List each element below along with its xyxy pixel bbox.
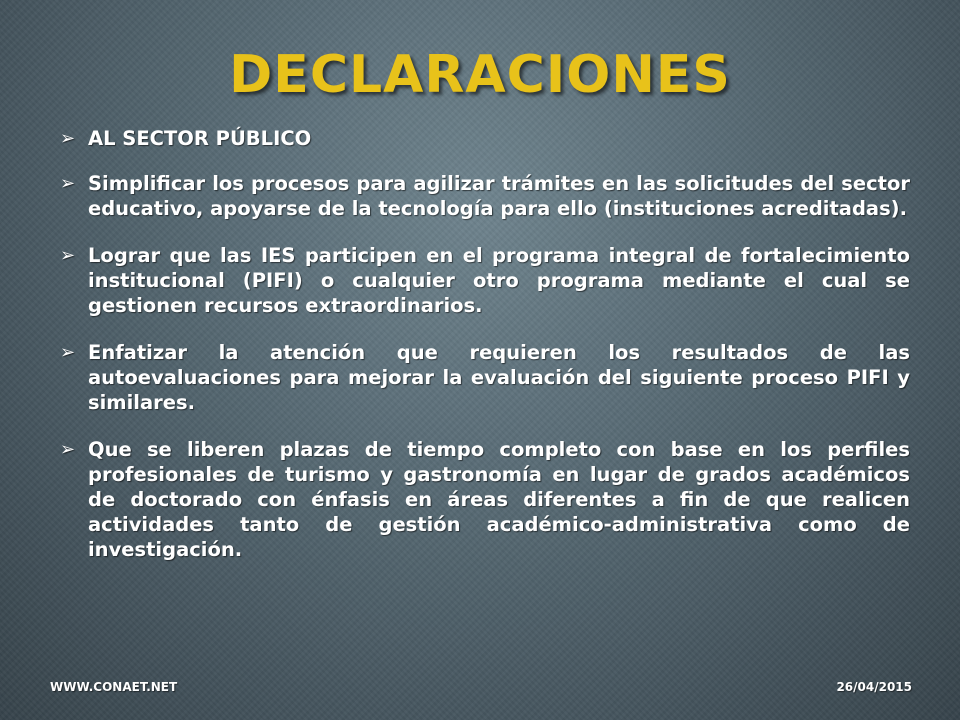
bullet-item-lograr [60,243,910,318]
arrow-bullet-icon: ➢ [60,173,76,194]
arrow-bullet-icon: ➢ [60,439,76,460]
bullet-text: Lograr que las IES participen en el programa integral de fortalecimiento institucional (PIFI) o cualquier otro programa mediante el cual se gestionen recursos extraordinarios. [88,244,910,317]
bullet-text: Enfatizar la atención que requieren los resultados de las autoevaluaciones para mejorar la evaluación del siguiente proceso PIFI y similares. [88,341,910,414]
arrow-bullet-icon: ➢ [60,245,76,266]
arrow-bullet-icon: ➢ [60,128,76,149]
arrow-bullet-icon: ➢ [60,342,76,363]
bullet-item-sector [60,126,910,151]
bullet-list [60,126,910,562]
bullet-text: Simplificar los procesos para agilizar trámites en las solicitudes del sector educativo, apoyarse de la tecnología para ello (instituciones acreditadas). [88,172,910,220]
bullet-text: Que se liberen plazas de tiempo completo con base en los perfiles profesionales de turismo y gastronomía en lugar de grados académicos de doctorado con énfasis en áreas diferentes a fin de que realicen actividades tanto de gestión académico-administrativa como de investigación. [88,438,910,561]
footer-date: 26/04/2015 [836,680,912,694]
slide-title: DECLARACIONES [229,45,731,105]
bullet-text: AL SECTOR PÚBLICO [88,127,312,150]
bullet-item-enfatizar [60,340,910,415]
footer-website: WWW.CONAET.NET [50,680,178,694]
bullet-item-simplificar [60,171,910,221]
bullet-item-plazas [60,437,910,562]
